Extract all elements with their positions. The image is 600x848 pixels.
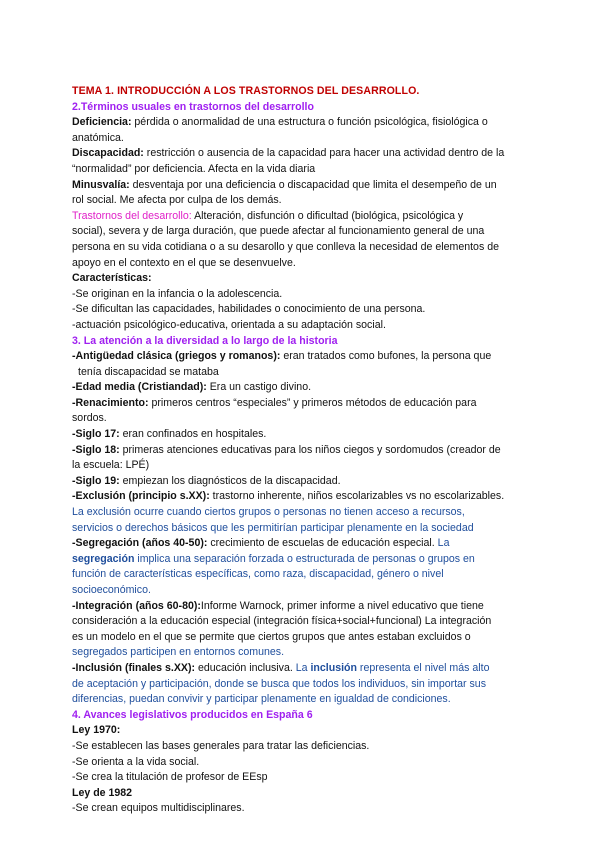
period-label: -Integración (años 60-80): (72, 599, 201, 612)
term-text: desventaja por una deficiencia o discapacidad que limita el desempeño de un (129, 178, 497, 191)
history-siglo-19 (72, 474, 536, 490)
period-label: -Antigüedad clásica (griegos y romanos): (72, 350, 281, 363)
text-line: apoyo en el contexto en el que se desenvuelve. (72, 256, 296, 269)
text-line: de aceptación y participación, donde se busca que todos los individuos, sin importar sus (72, 677, 486, 690)
text-line: función de características específicas, como raza, discapacidad, género o nivel (72, 568, 444, 581)
history-exclusion (72, 489, 536, 505)
text-line: La exclusión ocurre cuando ciertos grupos o personas no tienen acceso a recursos, (72, 506, 465, 519)
section-heading-atencion: 3. La atención a la diversidad a lo largo de la historia (72, 334, 338, 347)
period-label: -Segregación (años 40-50): (72, 537, 208, 550)
text-line: consideración a la educación especial (integración física+social+funcional) La integración (72, 615, 492, 628)
period-label: -Siglo 17: (72, 428, 120, 441)
text-line: persona en su vida cotidiana o a su desarollo y que conlleva la necesidad de elementos de (72, 240, 499, 253)
period-text: empiezan los diagnósticos de la discapacidad. (119, 474, 341, 487)
section-heading-avances: 4. Avances legislativos producidos en España 6 (72, 708, 313, 721)
text-line: diferencias, puedan convivir y participar plenamente en igualdad de condiciones. (72, 693, 451, 706)
text-line: socioeconómico. (72, 584, 151, 596)
list-item: -Se crean equipos multidisciplinares. (72, 802, 245, 815)
period-label: -Renacimiento: (72, 396, 149, 409)
caracteristicas-label: Características: (72, 272, 152, 285)
list-item: -Se establecen las bases generales para tratar las deficiencias. (72, 739, 370, 752)
term-label: Discapacidad: (72, 147, 144, 160)
text-line: anatómica. (72, 131, 124, 144)
emphasis: segregación (72, 552, 135, 565)
history-edad-media (72, 380, 536, 396)
period-label: -Siglo 19: (72, 474, 120, 487)
period-label: -Edad media (Cristiandad): (72, 381, 207, 394)
history-siglo-18 (72, 443, 536, 459)
history-siglo-17 (72, 427, 536, 443)
period-text: Era un castigo divino. (206, 381, 312, 394)
period-text: crecimiento de escuelas de educación especial. (207, 537, 438, 550)
definition-discapacidad (72, 146, 536, 162)
period-text-blue: La (437, 537, 450, 550)
list-item: -Se originan en la infancia o la adolescencia. (72, 287, 283, 300)
term-text: pérdida o anormalidad de una estructura o función psicológica, fisiológica o (131, 116, 488, 129)
period-text: primeros centros “especiales” y primeros métodos de educación para (148, 396, 477, 409)
law-label-1982: Ley de 1982 (72, 786, 133, 799)
text-line: servicios o derechos básicos que les permitirían participar plenamente en la sociedad (72, 521, 474, 534)
period-label: -Exclusión (principio s.XX): (72, 490, 210, 503)
period-text: trastorno inherente, niños escolarizables vs no escolarizables. (209, 490, 505, 503)
list-item: -Se orienta a la vida social. (72, 755, 200, 768)
text-line: tenía discapacidad se mataba (78, 365, 219, 378)
text-line: “normalidad” por deficiencia. Afecta en la vida diaria (72, 162, 316, 175)
definition-deficiencia (72, 115, 536, 131)
period-text: primeras atenciones educativas para los niños ciegos y sordomudos (creador de (119, 443, 501, 456)
period-text: Informe Warnock, primer informe a nivel educativo que tiene (200, 599, 484, 612)
period-text: eran confinados en hospitales. (119, 428, 267, 441)
period-label: -Inclusión (finales s.XX): (72, 661, 196, 674)
term-label: Trastornos del desarrollo: (72, 209, 192, 222)
text-line (72, 552, 536, 568)
emphasis: inclusión (310, 661, 357, 674)
list-item: -Se dificultan las capacidades, habilidades o conocimiento de una persona. (72, 303, 426, 316)
period-text: eran tratados como bufones, la persona que (280, 350, 492, 363)
text-line: sordos. (72, 412, 107, 425)
text-line: social), severa y de larga duración, que puede afectar al funcionamiento general de una (72, 225, 485, 238)
term-label: Deficiencia: (72, 116, 132, 129)
history-inclusion (72, 661, 536, 677)
text-span: La (295, 661, 311, 674)
term-label: Minusvalía: (72, 178, 130, 191)
text-line: la escuela: LPÉ) (72, 459, 150, 472)
period-label: -Siglo 18: (72, 443, 120, 456)
law-label-1970: Ley 1970: (72, 724, 121, 737)
definition-minusvalia (72, 178, 536, 194)
list-item: -actuación psicológico-educativa, orientada a su adaptación social. (72, 318, 386, 331)
text-line: segregados participen en entornos comunes. (72, 646, 285, 659)
period-text: educación inclusiva. (195, 661, 296, 674)
history-integracion (72, 599, 536, 615)
term-text: Alteración, disfunción o dificultad (biológica, psicológica y (191, 209, 464, 222)
list-item: -Se crea la titulación de profesor de EEsp (72, 771, 268, 784)
document-title: TEMA 1. INTRODUCCIÓN A LOS TRASTORNOS DEL DESARROLLO. (72, 85, 420, 97)
text-line: es un modelo en el que se permite que ciertos grupos que antes estaban excluidos o (72, 630, 471, 643)
definition-trastornos (72, 209, 536, 225)
text-span: representa el nivel más alto (356, 661, 490, 674)
history-renacimiento (72, 396, 536, 412)
text-line: rol social. Me afecta por culpa de los demás. (72, 194, 282, 207)
history-segregacion (72, 536, 536, 552)
term-text: restricción o ausencia de la capacidad para hacer una actividad dentro de la (143, 147, 505, 160)
history-antiguedad (72, 349, 536, 365)
section-heading-terminos: 2.Términos usuales en trastornos del desarrollo (72, 100, 314, 113)
text-span: implica una separación forzada o estructurada de personas o grupos en (134, 552, 475, 565)
